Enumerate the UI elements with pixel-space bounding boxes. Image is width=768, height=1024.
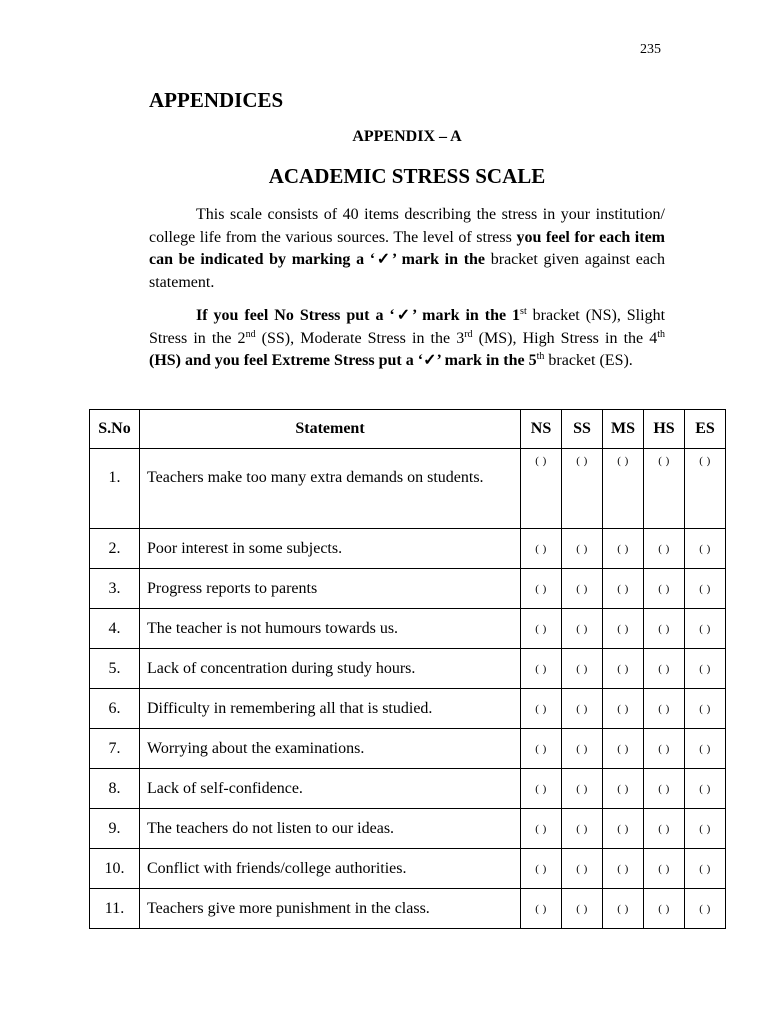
bracket-ss[interactable]: [562, 729, 603, 769]
row-statement: Progress reports to parents: [147, 579, 318, 597]
bracket-hs[interactable]: [644, 849, 685, 889]
bracket-hs[interactable]: [644, 649, 685, 689]
bracket-ms[interactable]: [603, 569, 644, 609]
row-statement-cell: [140, 889, 521, 929]
row-statement-cell: [140, 689, 521, 729]
row-statement-cell: [140, 769, 521, 809]
table-row: [90, 569, 726, 609]
bracket-mark: ( ): [699, 582, 711, 595]
bracket-mark: ( ): [658, 622, 670, 635]
bracket-ms[interactable]: [603, 529, 644, 569]
bracket-es[interactable]: [685, 609, 726, 649]
row-statement: Lack of self-confidence.: [147, 779, 303, 797]
row-sno: 2.: [108, 539, 121, 557]
bracket-mark: ( ): [658, 702, 670, 715]
bracket-mark: ( ): [617, 662, 629, 675]
intro-line-b: you feel for each item can be indicated by marking a ‘✓’ mark in the: [149, 228, 666, 268]
instruction-part-3: (SS), Moderate Stress in the 3: [255, 329, 465, 347]
bracket-mark: ( ): [658, 822, 670, 835]
row-statement-cell: [140, 849, 521, 889]
bracket-es[interactable]: [685, 649, 726, 689]
bracket-mark: ( ): [576, 702, 588, 715]
instruction-sup-1: st: [520, 306, 527, 317]
bracket-ms[interactable]: [603, 689, 644, 729]
bracket-ms[interactable]: [603, 809, 644, 849]
row-sno-cell: [90, 569, 140, 609]
bracket-mark: ( ): [576, 622, 588, 635]
row-sno: 7.: [108, 739, 121, 757]
bracket-mark: ( ): [576, 742, 588, 755]
bracket-es[interactable]: [685, 729, 726, 769]
bracket-hs[interactable]: [644, 809, 685, 849]
bracket-ss[interactable]: [562, 809, 603, 849]
bracket-mark: ( ): [617, 782, 629, 795]
row-sno: 4.: [108, 619, 121, 637]
bracket-ns[interactable]: [521, 849, 562, 889]
appendix-label: APPENDIX – A: [352, 128, 462, 145]
row-sno-cell: [90, 889, 140, 929]
intro-paragraph: [149, 204, 665, 294]
bracket-ss[interactable]: [562, 689, 603, 729]
bracket-mark: ( ): [535, 662, 547, 675]
table-row: [90, 889, 726, 929]
table-row: [90, 849, 726, 889]
table-row: [90, 529, 726, 569]
bracket-mark: ( ): [535, 622, 547, 635]
bracket-mark: ( ): [617, 455, 629, 467]
bracket-mark: ( ): [658, 662, 670, 675]
row-sno: 8.: [108, 779, 121, 797]
bracket-es[interactable]: [685, 449, 726, 529]
instruction-sup-3: rd: [464, 328, 473, 340]
row-statement: Conflict with friends/college authorities.: [147, 859, 407, 877]
bracket-es[interactable]: [685, 849, 726, 889]
bracket-mark: ( ): [699, 662, 711, 675]
intro-line-a: This scale consists of 40 items describing the stress in your institution/ college life from the various sources. The level of stress: [149, 206, 665, 246]
table-row: [90, 729, 726, 769]
bracket-mark: ( ): [535, 702, 547, 715]
table-row: [90, 769, 726, 809]
bracket-es[interactable]: [685, 529, 726, 569]
bracket-mark: ( ): [617, 822, 629, 835]
intro-line-c: bracket given against each statement.: [149, 251, 666, 291]
bracket-hs[interactable]: [644, 889, 685, 929]
instruction-sup-4: th: [657, 328, 666, 340]
appendices-heading: APPENDICES: [149, 88, 284, 112]
page-number: 235: [640, 42, 661, 57]
row-statement: Teachers give more punishment in the class.: [147, 899, 430, 917]
bracket-ns[interactable]: [521, 609, 562, 649]
bracket-mark: ( ): [699, 862, 711, 875]
scale-title: ACADEMIC STRESS SCALE: [268, 164, 546, 188]
bracket-ss[interactable]: [562, 889, 603, 929]
bracket-ms[interactable]: [603, 769, 644, 809]
row-statement-cell: [140, 529, 521, 569]
bracket-mark: ( ): [535, 782, 547, 795]
bracket-mark: ( ): [576, 902, 588, 915]
row-sno-cell: [90, 649, 140, 689]
row-sno: 1.: [108, 469, 121, 486]
instruction-part-4: (MS), High Stress in the 4: [472, 329, 658, 347]
bracket-mark: ( ): [617, 702, 629, 715]
bracket-ns[interactable]: [521, 449, 562, 529]
row-sno: 5.: [108, 659, 121, 677]
row-sno-cell: [90, 689, 140, 729]
row-statement: Lack of concentration during study hours.: [147, 659, 416, 677]
bracket-mark: ( ): [576, 862, 588, 875]
row-statement-cell: [140, 609, 521, 649]
bracket-mark: ( ): [617, 862, 629, 875]
table-row: [90, 689, 726, 729]
bracket-ss[interactable]: [562, 609, 603, 649]
bracket-ns[interactable]: [521, 729, 562, 769]
row-sno: 9.: [108, 819, 121, 837]
bracket-mark: ( ): [576, 542, 588, 555]
instruction-part-2: bracket (NS), Slight Stress in the 2: [149, 307, 666, 347]
row-statement: The teacher is not humours towards us.: [147, 619, 399, 637]
bracket-mark: ( ): [576, 782, 588, 795]
bracket-mark: ( ): [699, 702, 711, 715]
bracket-es[interactable]: [685, 689, 726, 729]
bracket-mark: ( ): [535, 742, 547, 755]
instruction-part-5: (HS) and you feel Extreme Stress put a ‘✓’ mark in the 5: [149, 352, 537, 369]
bracket-mark: ( ): [535, 902, 547, 915]
row-sno-cell: [90, 449, 140, 529]
bracket-ms[interactable]: [603, 849, 644, 889]
row-sno: 10.: [104, 859, 125, 877]
bracket-mark: ( ): [535, 455, 547, 467]
bracket-ss[interactable]: [562, 649, 603, 689]
bracket-ms[interactable]: [603, 889, 644, 929]
bracket-hs[interactable]: [644, 769, 685, 809]
bracket-mark: ( ): [535, 822, 547, 835]
bracket-mark: ( ): [535, 582, 547, 595]
row-sno-cell: [90, 769, 140, 809]
row-sno-cell: [90, 729, 140, 769]
header-sno: S.No: [90, 410, 140, 449]
table-row: [90, 449, 726, 529]
instruction-part-6: bracket (ES).: [544, 352, 633, 369]
row-statement-cell: [140, 449, 521, 529]
row-statement: Worrying about the examinations.: [147, 739, 365, 757]
table-row: [90, 649, 726, 689]
bracket-hs[interactable]: [644, 729, 685, 769]
bracket-ns[interactable]: [521, 809, 562, 849]
bracket-mark: ( ): [699, 542, 711, 555]
row-statement: The teachers do not listen to our ideas.: [147, 819, 395, 837]
instruction-sup-5: th: [536, 351, 545, 362]
row-statement-cell: [140, 649, 521, 689]
bracket-hs[interactable]: [644, 449, 685, 529]
bracket-ns[interactable]: [521, 769, 562, 809]
bracket-mark: ( ): [699, 902, 711, 915]
row-statement: Teachers make too many extra demands on students.: [147, 469, 484, 486]
bracket-mark: ( ): [535, 862, 547, 875]
table-row: [90, 609, 726, 649]
bracket-hs[interactable]: [644, 529, 685, 569]
row-sno-cell: [90, 809, 140, 849]
bracket-ns[interactable]: [521, 649, 562, 689]
row-statement: Difficulty in remembering all that is studied.: [147, 699, 433, 717]
bracket-ns[interactable]: [521, 569, 562, 609]
row-statement-cell: [140, 729, 521, 769]
bracket-mark: ( ): [576, 455, 588, 467]
bracket-mark: ( ): [658, 742, 670, 755]
table-row: [90, 809, 726, 849]
bracket-es[interactable]: [685, 769, 726, 809]
bracket-mark: ( ): [576, 662, 588, 675]
bracket-mark: ( ): [658, 782, 670, 795]
bracket-mark: ( ): [535, 542, 547, 555]
header-ss: SS: [562, 410, 603, 449]
bracket-mark: ( ): [658, 542, 670, 555]
bracket-mark: ( ): [617, 902, 629, 915]
bracket-mark: ( ): [699, 822, 711, 835]
stress-scale-table: [89, 409, 726, 929]
bracket-mark: ( ): [576, 822, 588, 835]
bracket-es[interactable]: [685, 569, 726, 609]
instruction-paragraph: [149, 305, 665, 373]
bracket-ss[interactable]: [562, 769, 603, 809]
bracket-ns[interactable]: [521, 689, 562, 729]
header-hs: HS: [644, 410, 685, 449]
row-statement-cell: [140, 809, 521, 849]
bracket-mark: ( ): [699, 782, 711, 795]
header-ms: MS: [603, 410, 644, 449]
header-es: ES: [685, 410, 726, 449]
bracket-mark: ( ): [617, 582, 629, 595]
bracket-mark: ( ): [617, 622, 629, 635]
bracket-es[interactable]: [685, 809, 726, 849]
bracket-mark: ( ): [617, 542, 629, 555]
bracket-ns[interactable]: [521, 529, 562, 569]
row-sno-cell: [90, 849, 140, 889]
bracket-ss[interactable]: [562, 569, 603, 609]
row-sno-cell: [90, 609, 140, 649]
bracket-ms[interactable]: [603, 649, 644, 689]
row-sno: 3.: [108, 579, 121, 597]
instruction-part-1: If you feel No Stress put a ‘✓’ mark in the 1: [196, 307, 521, 324]
row-statement: Poor interest in some subjects.: [147, 539, 343, 557]
bracket-mark: ( ): [658, 902, 670, 915]
bracket-hs[interactable]: [644, 569, 685, 609]
bracket-mark: ( ): [699, 742, 711, 755]
bracket-hs[interactable]: [644, 609, 685, 649]
row-statement-cell: [140, 569, 521, 609]
bracket-ss[interactable]: [562, 529, 603, 569]
bracket-ms[interactable]: [603, 609, 644, 649]
bracket-mark: ( ): [617, 742, 629, 755]
bracket-mark: ( ): [658, 582, 670, 595]
bracket-ns[interactable]: [521, 889, 562, 929]
bracket-mark: ( ): [658, 455, 670, 467]
bracket-ss[interactable]: [562, 449, 603, 529]
bracket-ms[interactable]: [603, 449, 644, 529]
row-sno: 11.: [104, 899, 125, 917]
bracket-mark: ( ): [658, 862, 670, 875]
bracket-mark: ( ): [699, 455, 711, 467]
bracket-hs[interactable]: [644, 689, 685, 729]
table-header-row: [90, 410, 726, 449]
header-ns: NS: [521, 410, 562, 449]
bracket-es[interactable]: [685, 889, 726, 929]
bracket-mark: ( ): [576, 582, 588, 595]
row-sno-cell: [90, 529, 140, 569]
bracket-mark: ( ): [699, 622, 711, 635]
bracket-ss[interactable]: [562, 849, 603, 889]
header-statement: Statement: [140, 410, 521, 449]
row-sno: 6.: [108, 699, 121, 717]
instruction-sup-2: nd: [245, 328, 256, 340]
bracket-ms[interactable]: [603, 729, 644, 769]
